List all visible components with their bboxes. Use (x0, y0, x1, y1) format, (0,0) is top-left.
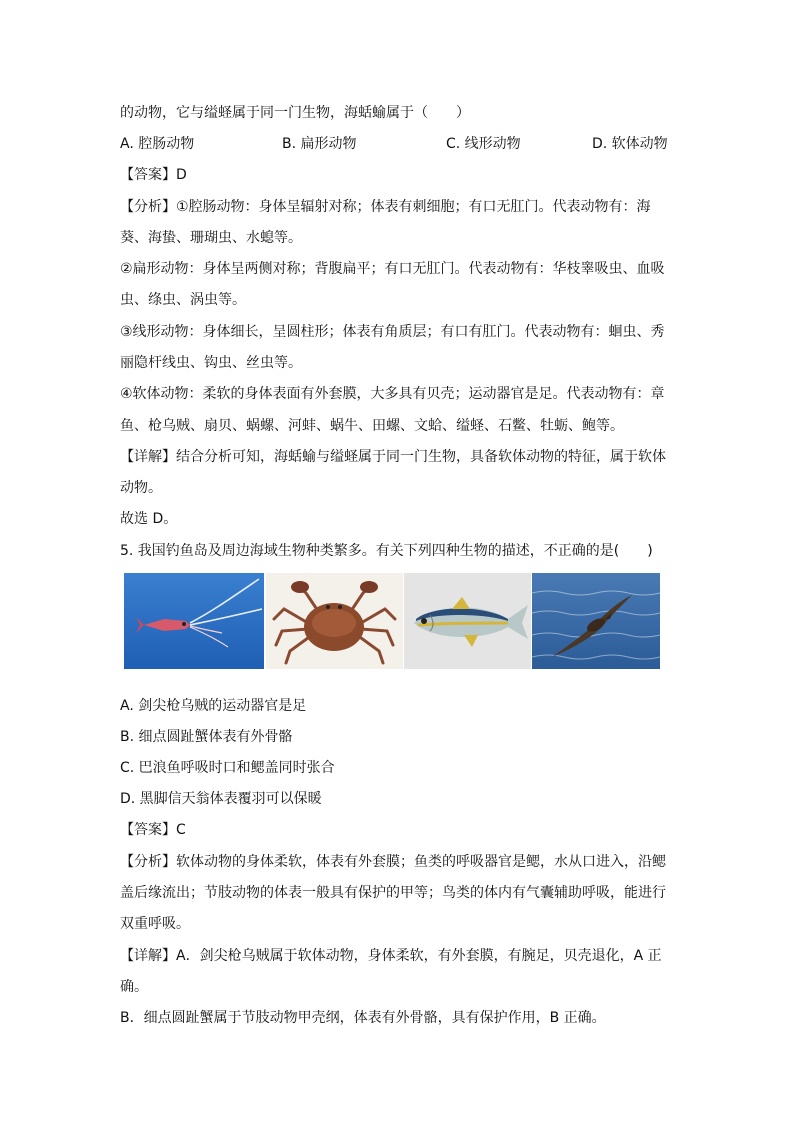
q5-option-b: B. 细点圆趾蟹体表有外骨骼 (120, 729, 293, 745)
intro-line: 的动物，它与缢蛏属于同一门生物，海蛞蝓属于（ ） (120, 105, 470, 121)
q5-stem: 5. 我国钓鱼岛及周边海域生物种类繁多。有关下列四种生物的描述，不正确的是( ) (120, 543, 653, 559)
fish-photo (404, 573, 531, 669)
q4-option-d: D. 软体动物 (592, 136, 668, 152)
q4-analysis-line: 虫、绦虫、涡虫等。 (120, 292, 246, 308)
q5-analysis-line: 双重呼吸。 (120, 916, 190, 932)
squid-photo (124, 573, 264, 669)
q5-answer: 【答案】C (120, 822, 186, 838)
q5-option-a: A. 剑尖枪乌贼的运动器官是足 (120, 698, 307, 714)
q4-answer: 【答案】D (120, 167, 187, 183)
q4-analysis-line: 【分析】①腔肠动物：身体呈辐射对称；体表有刺细胞；有口无肛门。代表动物有：海 (120, 199, 651, 215)
q5-detail-line: 确。 (120, 979, 148, 995)
albatross-photo (532, 573, 660, 669)
q4-option-a: A. 腔肠动物 (120, 136, 195, 152)
q4-detail-line: 动物。 (120, 480, 162, 496)
q4-detail-line: 【详解】结合分析可知，海蛞蝓与缢蛏属于同一门生物，具备软体动物的特征，属于软体 (120, 449, 666, 465)
q5-analysis-line: 盖后缘流出；节肢动物的体表一般具有保护的甲等；鸟类的体内有气囊辅助呼吸，能进行 (120, 885, 666, 901)
q5-option-d: D. 黑脚信天翁体表覆羽可以保暖 (120, 791, 322, 807)
q4-analysis-line: ④软体动物：柔软的身体表面有外套膜，大多具有贝壳；运动器官是足。代表动物有：章 (120, 386, 665, 402)
q4-analysis-line: 鱼、枪乌贼、扇贝、蜗螺、河蚌、蜗牛、田螺、文蛤、缢蛏、石鳖、牡蛎、鲍等。 (120, 418, 624, 434)
q4-option-c: C. 线形动物 (446, 136, 521, 152)
q4-analysis-line: 丽隐杆线虫、钩虫、丝虫等。 (120, 355, 302, 371)
q5-detail-line: B．细点圆趾蟹属于节肢动物甲壳纲，体表有外骨骼，具有保护作用，B 正确。 (120, 1010, 606, 1026)
q5-option-c: C. 巴浪鱼呼吸时口和鳃盖同时张合 (120, 760, 335, 776)
q4-option-b: B. 扁形动物 (282, 136, 357, 152)
q5-analysis-line: 【分析】软体动物的身体柔软，体表有外套膜；鱼类的呼吸器官是鳃，水从口进入，沿鳃 (120, 854, 666, 870)
q5-detail-line: 【详解】A．剑尖枪乌贼属于软体动物，身体柔软，有外套膜，有腕足，贝壳退化，A 正 (120, 948, 662, 964)
q4-analysis-line: ③线形动物：身体细长，呈圆柱形；体表有角质层；有口有肛门。代表动物有：蛔虫、秀 (120, 324, 665, 340)
q4-detail-line: 故选 D。 (120, 511, 178, 527)
q4-analysis-line: 葵、海蛰、珊瑚虫、水螅等。 (120, 230, 302, 246)
q4-analysis-line: ②扁形动物：身体呈两侧对称；背腹扁平；有口无肛门。代表动物有：华枝睾吸虫、血吸 (120, 261, 665, 277)
crab-photo (266, 573, 403, 669)
